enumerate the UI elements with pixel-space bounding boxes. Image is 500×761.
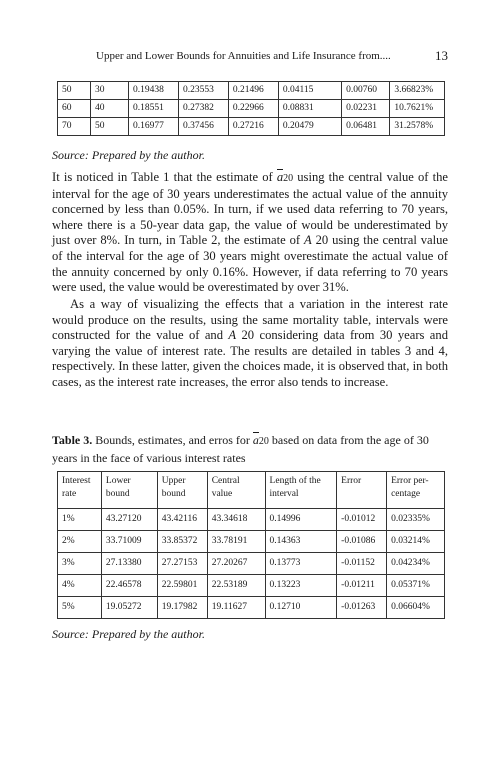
table-cell: 43.27120 bbox=[101, 509, 157, 531]
table-cell: 0.04234% bbox=[387, 553, 445, 575]
para1-text-c: 20 using the central value of the interval for the age of 30 years might overestimate the actual value of the annuity concerned by only 0.16%. However, if data referring to 70 years were used, the value would be overestimated by over 31%. bbox=[52, 233, 448, 295]
table-cell: 43.34618 bbox=[207, 509, 265, 531]
table-cell: 31.2578% bbox=[390, 118, 445, 136]
table-1-continuation bbox=[57, 81, 445, 136]
table-row bbox=[58, 575, 445, 597]
table-cell: 0.06481 bbox=[342, 118, 390, 136]
table-cell: 40 bbox=[91, 100, 129, 118]
table-row bbox=[58, 553, 445, 575]
table-3-source-note: Source: Prepared by the author. bbox=[52, 627, 205, 641]
table-cell: 0.23553 bbox=[178, 82, 228, 100]
page-header bbox=[52, 48, 446, 68]
table-row bbox=[58, 118, 445, 136]
table-cell: 10.7621% bbox=[390, 100, 445, 118]
table-cell: 19.05272 bbox=[101, 597, 157, 619]
table-cell: 33.71009 bbox=[101, 531, 157, 553]
column-header: Interest rate bbox=[58, 472, 102, 509]
table-3 bbox=[57, 471, 445, 619]
table-3-caption bbox=[52, 432, 448, 466]
annuity-subscript: 20 bbox=[258, 436, 269, 447]
table-cell: 22.46578 bbox=[101, 575, 157, 597]
page-number: 13 bbox=[435, 48, 448, 63]
table-cell: 0.22966 bbox=[228, 100, 278, 118]
table-row bbox=[58, 82, 445, 100]
body-paragraph-2 bbox=[52, 297, 448, 391]
table-cell: 50 bbox=[58, 82, 91, 100]
para1-text-b: using the central value of the interval for the age of 30 years underestimates the actual value of the annuity concerned by less than 0.05%. In turn, if we used data referring to 70 years, where there is a 50-year data gap, the value of would be underestimated by just over 8%. In turn, in Table 2, the estimate of bbox=[52, 170, 448, 248]
para2-text-b: 20 considering data from 30 years and varying the value of interest rate. The results are detailed in tables 3 and 4, respectively. In these latter, given the choices made, it is observed that, in both cases, as the interest rate increases, the error also tends to increase. bbox=[52, 328, 448, 389]
table-cell: 27.20267 bbox=[207, 553, 265, 575]
table-cell: 3% bbox=[58, 553, 102, 575]
table-cell: 0.20479 bbox=[278, 118, 341, 136]
running-title: Upper and Lower Bounds for Annuities and Life Insurance from.... bbox=[96, 50, 391, 62]
table-cell: 0.13773 bbox=[265, 553, 337, 575]
table-cell: -0.01263 bbox=[337, 597, 387, 619]
insurance-symbol: A bbox=[303, 233, 312, 248]
table-cell: 60 bbox=[58, 100, 91, 118]
column-header: Central value bbox=[207, 472, 265, 509]
table-cell: 0.27382 bbox=[178, 100, 228, 118]
table-3-label: Table 3. bbox=[52, 433, 93, 447]
annuity-symbol: a bbox=[276, 170, 284, 184]
caption-text-a: Bounds, estimates, and erros for bbox=[92, 433, 253, 447]
table-cell: 0.05371% bbox=[387, 575, 445, 597]
table-cell: 0.13223 bbox=[265, 575, 337, 597]
table-cell: 1% bbox=[58, 509, 102, 531]
caption-text-b: based on data from the age of 30 years in the face of various interest rates bbox=[52, 433, 429, 465]
table-header-row bbox=[58, 472, 445, 509]
column-header: Error bbox=[337, 472, 387, 509]
table-cell: 43.42116 bbox=[157, 509, 207, 531]
para2-text-a: As a way of visualizing the effects that a variation in the interest rate would produce on the results, using the same mortality table, intervals were constructed for the value of and bbox=[52, 297, 448, 343]
table-cell: 19.17982 bbox=[157, 597, 207, 619]
table-cell: 0.14363 bbox=[265, 531, 337, 553]
table-cell: 3.66823% bbox=[390, 82, 445, 100]
table-1-source-note: Source: Prepared by the author. bbox=[52, 148, 205, 162]
table-cell: 0.02335% bbox=[387, 509, 445, 531]
column-header: Lower bound bbox=[101, 472, 157, 509]
column-header: Upper bound bbox=[157, 472, 207, 509]
table-cell: -0.01012 bbox=[337, 509, 387, 531]
table-cell: 22.59801 bbox=[157, 575, 207, 597]
table-cell: 4% bbox=[58, 575, 102, 597]
table-cell: 70 bbox=[58, 118, 91, 136]
table-cell: -0.01152 bbox=[337, 553, 387, 575]
para1-text-a: It is noticed in Table 1 that the estimate of bbox=[52, 170, 277, 184]
table-cell: 0.03214% bbox=[387, 531, 445, 553]
table-cell: 0.19438 bbox=[129, 82, 179, 100]
table-cell: 2% bbox=[58, 531, 102, 553]
table-cell: 0.27216 bbox=[228, 118, 278, 136]
table-cell: 0.00760 bbox=[342, 82, 390, 100]
table-cell: 0.18551 bbox=[129, 100, 179, 118]
table-cell: 22.53189 bbox=[207, 575, 265, 597]
table-row bbox=[58, 597, 445, 619]
table-cell: 27.27153 bbox=[157, 553, 207, 575]
table-cell: 0.16977 bbox=[129, 118, 179, 136]
annuity-symbol: a bbox=[252, 433, 259, 447]
table-cell: 33.85372 bbox=[157, 531, 207, 553]
annuity-subscript: 20 bbox=[283, 173, 294, 184]
table-row bbox=[58, 100, 445, 118]
table-cell: 50 bbox=[91, 118, 129, 136]
table-row bbox=[58, 531, 445, 553]
table-cell: 0.04115 bbox=[278, 82, 341, 100]
table-cell: 0.21496 bbox=[228, 82, 278, 100]
column-header: Error per-centage bbox=[387, 472, 445, 509]
table-cell: -0.01211 bbox=[337, 575, 387, 597]
table-cell: 30 bbox=[91, 82, 129, 100]
table-cell: 0.06604% bbox=[387, 597, 445, 619]
insurance-symbol: A bbox=[228, 328, 237, 343]
table-cell: -0.01086 bbox=[337, 531, 387, 553]
table-cell: 0.12710 bbox=[265, 597, 337, 619]
body-paragraph-1 bbox=[52, 170, 448, 296]
table-row bbox=[58, 509, 445, 531]
table-cell: 0.02231 bbox=[342, 100, 390, 118]
column-header: Length of the interval bbox=[265, 472, 337, 509]
table-cell: 0.14996 bbox=[265, 509, 337, 531]
table-cell: 27.13380 bbox=[101, 553, 157, 575]
table-cell: 33.78191 bbox=[207, 531, 265, 553]
table-cell: 5% bbox=[58, 597, 102, 619]
table-cell: 19.11627 bbox=[207, 597, 265, 619]
table-cell: 0.37456 bbox=[178, 118, 228, 136]
table-cell: 0.08831 bbox=[278, 100, 341, 118]
